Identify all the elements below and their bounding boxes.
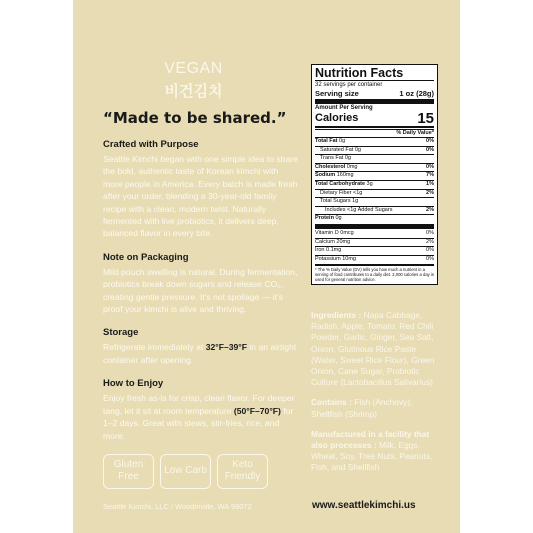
section-enjoy [103, 378, 298, 442]
vitamin-row-calcium [315, 238, 434, 247]
badge-low-carb: Low Carb [160, 454, 211, 489]
nutrition-footnote: * The % Daily Value (DV) tells you how much a nutrient in a serving of food contributes to a daily diet. 2,000 calories a day is used for general nutrition advice. [315, 267, 434, 283]
nutrient-row-total-carbohydrate [315, 180, 434, 189]
nutrient-label: Sodium [315, 172, 336, 179]
website-link[interactable]: www.seattlekimchi.us [312, 500, 416, 511]
nutrient-row-protein [315, 214, 434, 223]
temperature: 32°F–39°F [205, 342, 247, 353]
vitamin-amount: 0mcg [340, 229, 354, 236]
vitamin-row-vitamin-d [315, 230, 434, 238]
contains-block: Contains : Fish (Anchovy), Shellfish (Shrimp) [311, 397, 413, 419]
body-text: Refrigerate immediately at [103, 342, 206, 353]
calories-value: 15 [417, 110, 434, 127]
daily-value-header: % Daily Value* [315, 129, 434, 137]
nutrient-label: Includes [325, 206, 346, 213]
amount-per-serving: Amount Per Serving [315, 105, 373, 111]
nutrient-row-saturated-fat [315, 146, 434, 155]
right-column [311, 310, 441, 483]
vitamin-dv: 0% [426, 229, 434, 236]
nutrient-label: Total Carbohydrate [315, 180, 366, 187]
section-crafted [103, 139, 298, 240]
badge-keto-friendly: Keto Friendly [217, 454, 268, 489]
nutrient-amount: 160mg [336, 172, 354, 179]
section-packaging [103, 252, 298, 316]
section-body: Seattle Kimchi began with one simple idea to share the bold, authentic taste of Korean kimchi with more people in America. Every batch is made fresh after your order, blending a 30-year-old family recipe with a clean, modern twist. Naturally fermented with live probiotics, it delivers deep, balanced flavor in every bite. [103, 154, 298, 239]
vitamin-label: Calcium [315, 238, 335, 245]
nutrient-dv: 0% [426, 146, 434, 153]
temperature: (50°F–70°F) [233, 405, 281, 416]
nutrient-amount: 0mg [346, 163, 358, 170]
nutrient-label: Saturated Fat [320, 146, 354, 153]
nutrient-amount: <1g [353, 189, 363, 196]
nutrient-label: Total Sugars [320, 198, 351, 205]
contains-text: Fish (Anchovy), Shellfish (Shrimp) [311, 397, 413, 419]
nutrient-label: Cholesterol [315, 163, 346, 170]
company-address: Seattle Kimchi, LLC / Woodinville, WA 98072 [103, 502, 252, 511]
tagline: “Made to be shared.” [103, 109, 287, 127]
serving-size [315, 89, 434, 98]
facility-label: Manufactured in a facility that also processes [311, 428, 430, 451]
section-heading: Note on Packaging [103, 251, 189, 263]
body-text: for 1–2 days. Great with stews, stir-fries, rice, and more. [103, 405, 294, 441]
calories-label: Calories [315, 112, 359, 124]
nutrient-amount: 0g [354, 146, 361, 153]
vitamin-label: Vitamin D [315, 229, 339, 236]
facility-text: Milk, Eggs, Wheat, Soy, Tree Nuts, Peanuts, Fish, and Shellfish [311, 440, 433, 473]
nutrient-row-total-fat [315, 137, 434, 146]
section-body [103, 392, 298, 442]
nutrition-facts-panel [311, 64, 438, 285]
nutrient-label: Total Fat [315, 138, 338, 144]
section-body: Mild pouch swelling is natural. During fermentation, probiotics break down sugars and release CO₂, creating gentle pressure. It's not spoilage — it's proof your kimchi is alive and thriving. [103, 266, 298, 315]
vitamin-dv: 0% [426, 247, 434, 254]
ingredients-text: Napa Cabbage, Radish, Apple, Tomato, Red Chili Powder, Garlic, Ginger, Sea Salt, Onion, Glutinous Rice Paste (Water, Sweet Rice Flour), Green Onion, Cane Sugar, Probiotic Culture (Lactobacillus Salivarius) [311, 310, 435, 388]
nutrient-row-trans-fat [315, 154, 434, 163]
product-title: VEGAN [164, 60, 223, 77]
vitamin-label: Potassium [315, 255, 341, 262]
calories-row [315, 112, 434, 125]
section-heading: Storage [103, 327, 139, 339]
nutrient-row-dietary-fiber [315, 189, 434, 198]
section-storage [103, 327, 298, 366]
nutrient-row-sodium [315, 171, 434, 180]
ingredients-block: Ingredients : Napa Cabbage, Radish, Apple, Tomato, Red Chili Powder, Garlic, Ginger, Sea Salt, Onion, Glutinous Rice Paste (Water, Sweet Rice Flour), Green Onion, Cane Sugar, Probiotic Culture (Lactobacillus Salivarius) [311, 310, 435, 388]
vitamin-row-iron [315, 246, 434, 255]
ingredients-label: Ingredients [311, 310, 357, 320]
vitamin-row-potassium [315, 255, 434, 264]
nutrient-dv: 7% [426, 172, 434, 179]
left-column [103, 60, 298, 489]
nutrient-amount: <1g Added Sugars [347, 206, 393, 213]
badge-row [103, 454, 298, 489]
serving-size-label: Serving size [315, 89, 359, 98]
nutrient-label: Dietary Fiber [320, 189, 352, 196]
nutrition-title: Nutrition Facts [315, 66, 404, 80]
nutrient-dv: 2% [426, 189, 434, 196]
nutrient-amount: 0g [339, 138, 346, 144]
nutrient-amount: 1g [352, 198, 359, 205]
facility-block: Manufactured in a facility that also processes : Milk, Eggs, Wheat, Soy, Tree Nuts, Peanuts, Fish, and Shellfish [311, 428, 433, 473]
vitamin-amount: 10mg [342, 255, 356, 262]
nutrient-dv: 2% [426, 206, 434, 213]
body-text: in an airtight container after opening. [103, 342, 297, 365]
body-text: Enjoy fresh as-is for crisp, clean flavor. For deeper tang, let it sit at room temperature [103, 393, 295, 416]
nutrient-dv: 1% [426, 180, 434, 187]
product-title-korean: 비건김치 [164, 83, 223, 100]
nutrient-amount: 0g [335, 215, 342, 222]
nutrient-row-cholesterol [315, 163, 434, 172]
badge-gluten-free: Gluten Free [103, 454, 154, 489]
nutrient-label: Protein [315, 215, 334, 222]
vitamin-amount: 0.1mg [326, 247, 342, 254]
nutrient-dv: 0% [426, 163, 434, 170]
vitamin-label: Iron [315, 247, 325, 254]
nutrient-dv: 0% [426, 138, 434, 144]
nutrient-label: Trans Fat [320, 155, 344, 162]
serving-size-value: 1 oz (28g) [399, 89, 434, 98]
section-body [103, 341, 298, 366]
vitamin-amount: 20mg [336, 238, 351, 245]
section-heading: Crafted with Purpose [103, 139, 199, 150]
vitamin-dv: 2% [426, 238, 434, 245]
vitamin-dv: 0% [426, 255, 434, 262]
nutrient-row-total-sugars [315, 197, 434, 206]
nutrient-row-added-sugars [315, 206, 434, 215]
contains-label: Contains [311, 397, 347, 408]
nutrient-amount: 0g [344, 155, 351, 162]
servings-per-container: 32 servings per container [315, 82, 383, 88]
nutrient-amount: 3g [366, 180, 373, 187]
section-heading: How to Enjoy [103, 378, 164, 390]
